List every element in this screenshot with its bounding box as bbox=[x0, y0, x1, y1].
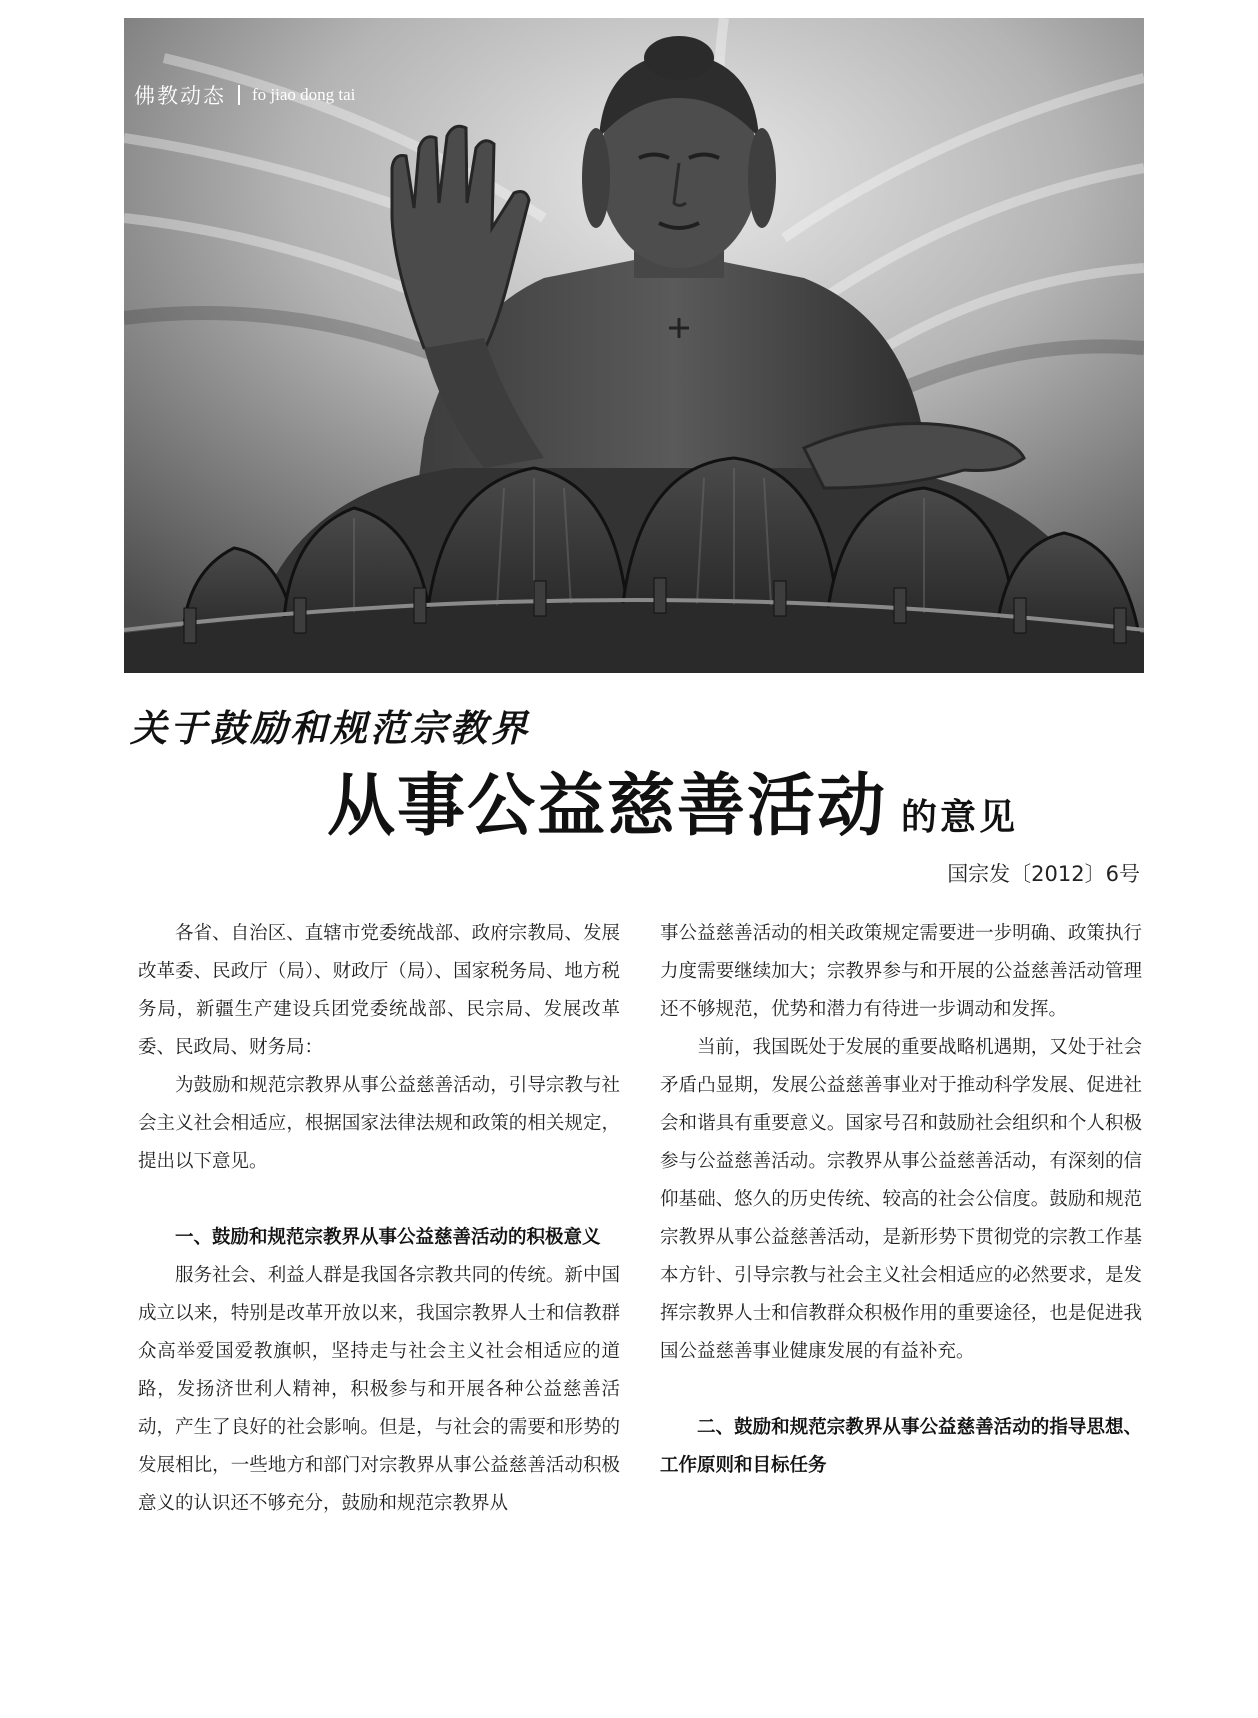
spacer bbox=[660, 1371, 1142, 1409]
lotus-icon bbox=[92, 82, 126, 108]
section-header bbox=[92, 78, 355, 112]
body-column-left bbox=[138, 915, 620, 1523]
buddha-statue-illustration bbox=[124, 18, 1144, 673]
paragraph-current-situation: 当前，我国既处于发展的重要战略机遇期，又处于社会矛盾凸显期，发展公益慈善事业对于推动科学发展、促进社会和谐具有重要意义。国家号召和鼓励社会组织和个人积极参与公益慈善活动。宗教界从事公益慈善活动，有深刻的信仰基础、悠久的历史传统、较高的社会公信度。鼓励和规范宗教界从事公益慈善活动，是新形势下贯彻党的宗教工作基本方针、引导宗教与社会主义社会相适应的必然要求，是发挥宗教界人士和信教群众积极作用的重要途径，也是促进我国公益慈善事业健康发展的有益补充。 bbox=[660, 1037, 1142, 1362]
section-title-cn: 佛教动态 bbox=[134, 84, 226, 108]
paragraph-purpose: 为鼓励和规范宗教界从事公益慈善活动，引导宗教与社会主义社会相适应，根据国家法律法规和政策的相关规定，提出以下意见。 bbox=[138, 1075, 620, 1172]
spacer bbox=[138, 1181, 620, 1219]
paragraph-addressees: 各省、自治区、直辖市党委统战部、政府宗教局、发展改革委、民政厅（局）、财政厅（局）、国家税务局、地方税务局，新疆生产建设兵团党委统战部、民宗局、发展改革委、民政局、财务局： bbox=[138, 923, 620, 1058]
paragraph-significance-continued: 事公益慈善活动的相关政策规定需要进一步明确、政策执行力度需要继续加大；宗教界参与和开展的公益慈善活动管理还不够规范，优势和潜力有待进一步调动和发挥。 bbox=[660, 923, 1142, 1020]
document-number: 国宗发〔2012〕6号 bbox=[947, 862, 1140, 886]
title-suffix: 的意见 bbox=[901, 797, 1019, 838]
body-column-right bbox=[660, 915, 1142, 1485]
section-heading-2: 二、鼓励和规范宗教界从事公益慈善活动的指导思想、工作原则和目标任务 bbox=[660, 1417, 1142, 1476]
title-line-2 bbox=[327, 752, 1018, 849]
paragraph-significance: 服务社会、利益人群是我国各宗教共同的传统。新中国成立以来，特别是改革开放以来，我国宗教界人士和信教群众高举爱国爱教旗帜，坚持走与社会主义社会相适应的道路，发扬济世利人精神，积极参与和开展各种公益慈善活动，产生了良好的社会影响。但是，与社会的需要和形势的发展相比，一些地方和部门对宗教界从事公益慈善活动积极意义的认识还不够充分，鼓励和规范宗教界从 bbox=[138, 1265, 620, 1514]
buddha-statue-photo bbox=[124, 18, 1144, 673]
title-line-1: 关于鼓励和规范宗教界 bbox=[130, 707, 530, 750]
section-divider bbox=[238, 85, 240, 105]
section-heading-1: 一、鼓励和规范宗教界从事公益慈善活动的积极意义 bbox=[175, 1227, 601, 1248]
section-title-pinyin: fo jiao dong tai bbox=[252, 85, 356, 104]
title-main: 从事公益慈善活动 bbox=[327, 767, 888, 846]
